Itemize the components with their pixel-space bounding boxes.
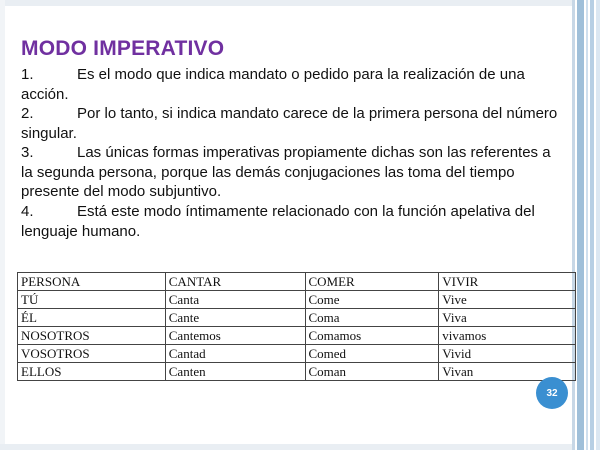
table-header-row xyxy=(18,273,576,291)
table-cell: Viva xyxy=(439,309,576,327)
point-text: Es el modo que indica mandato o pedido para la realización de una acción. xyxy=(21,66,525,103)
table-cell: ELLOS xyxy=(18,363,166,381)
decorative-stripe xyxy=(577,0,584,450)
slide-title: MODO IMPERATIVO xyxy=(21,37,225,60)
table-row xyxy=(18,345,576,363)
point-number: 3. xyxy=(21,144,34,161)
header-cell: COMER xyxy=(305,273,439,291)
table-cell: Vive xyxy=(439,291,576,309)
table-cell: Vivid xyxy=(439,345,576,363)
page-number-badge: 32 xyxy=(536,377,568,409)
point-text: Por lo tanto, si indica mandato carece de la primera persona del número singular. xyxy=(21,105,558,142)
table-cell: Vivan xyxy=(439,363,576,381)
decorative-stripe xyxy=(572,0,575,450)
table-cell: Come xyxy=(305,291,439,309)
decorative-stripe xyxy=(596,0,600,450)
frame-bottom-border xyxy=(0,444,575,450)
point-text: Las únicas formas imperativas propiamente dichas son las referentes a la segunda persona, porque las demás conjugaciones las toma del tiempo presente del modo subjuntivo. xyxy=(21,144,551,200)
table-cell: Comamos xyxy=(305,327,439,345)
header-cell: VIVIR xyxy=(439,273,576,291)
table-cell: vivamos xyxy=(439,327,576,345)
table-cell: Cantemos xyxy=(165,327,305,345)
decorative-stripe xyxy=(590,0,594,450)
table-row xyxy=(18,327,576,345)
table-cell: Coma xyxy=(305,309,439,327)
table-row xyxy=(18,309,576,327)
table-cell: Canta xyxy=(165,291,305,309)
point-number: 1. xyxy=(21,66,34,83)
point-number: 2. xyxy=(21,105,34,122)
point-2 xyxy=(21,104,561,143)
header-cell: PERSONA xyxy=(18,273,166,291)
point-1 xyxy=(21,65,561,104)
table-cell: Canten xyxy=(165,363,305,381)
table-cell: Cantad xyxy=(165,345,305,363)
frame-top-border xyxy=(0,0,575,6)
table-cell: Coman xyxy=(305,363,439,381)
point-4 xyxy=(21,202,561,241)
table-cell: Comed xyxy=(305,345,439,363)
header-cell: CANTAR xyxy=(165,273,305,291)
table-cell: TÚ xyxy=(18,291,166,309)
point-number: 4. xyxy=(21,203,34,220)
frame-left-border xyxy=(0,0,5,450)
point-3 xyxy=(21,143,561,202)
table-cell: NOSOTROS xyxy=(18,327,166,345)
table-row xyxy=(18,363,576,381)
table-cell: VOSOTROS xyxy=(18,345,166,363)
table-cell: ÉL xyxy=(18,309,166,327)
table-cell: Cante xyxy=(165,309,305,327)
conjugation-table xyxy=(17,272,576,381)
decorative-stripe xyxy=(586,0,588,450)
table-row xyxy=(18,291,576,309)
point-text: Está este modo íntimamente relacionado con la función apelativa del lenguaje humano. xyxy=(21,203,535,240)
